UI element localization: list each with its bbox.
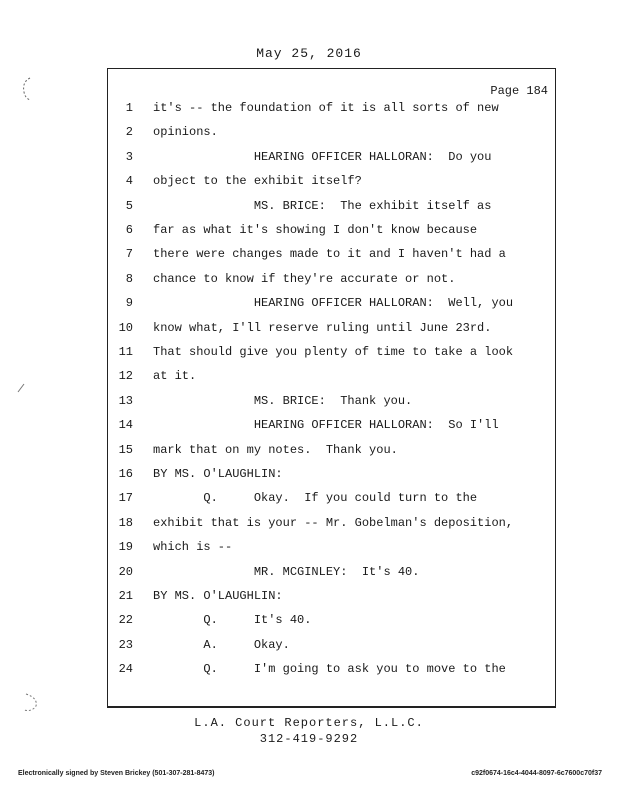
line-number: 5 bbox=[125, 198, 133, 213]
line-text: which is -- bbox=[153, 540, 233, 555]
line-text: MS. BRICE: The exhibit itself as bbox=[153, 198, 492, 213]
transcript-line bbox=[0, 272, 618, 296]
transcript-line bbox=[0, 516, 618, 540]
transcript-line bbox=[0, 174, 618, 198]
line-number: 8 bbox=[125, 271, 133, 286]
transcript-line bbox=[0, 199, 618, 223]
line-text: A. Okay. bbox=[153, 637, 290, 652]
line-number: 14 bbox=[118, 418, 133, 433]
footer-phone: 312-419-9292 bbox=[259, 732, 359, 746]
transcript-line bbox=[0, 467, 618, 491]
footer-company: L.A. Court Reporters, L.L.C. bbox=[194, 716, 424, 730]
line-number: 1 bbox=[125, 101, 133, 115]
transcript-line bbox=[0, 321, 618, 345]
line-number: 24 bbox=[118, 662, 133, 677]
transcript-line bbox=[0, 491, 618, 515]
line-text: far as what it's showing I don't know because bbox=[153, 223, 478, 237]
document-id: c92f0674-16c4-4044-8097-6c7600c70f37 bbox=[471, 770, 602, 777]
scan-mark-icon bbox=[16, 74, 38, 104]
line-text: Q. I'm going to ask you to move to the bbox=[153, 662, 506, 677]
line-text: object to the exhibit itself? bbox=[153, 174, 362, 189]
line-number: 20 bbox=[118, 564, 133, 579]
transcript-line bbox=[0, 443, 618, 467]
transcript-line bbox=[0, 223, 618, 247]
line-number: 23 bbox=[118, 637, 133, 652]
transcript-line bbox=[0, 369, 618, 393]
transcript-line bbox=[0, 662, 618, 686]
line-number: 16 bbox=[118, 467, 133, 481]
line-number: 2 bbox=[125, 125, 133, 140]
transcript-line bbox=[0, 296, 618, 320]
line-text: MS. BRICE: Thank you. bbox=[153, 393, 413, 408]
line-text: HEARING OFFICER HALLORAN: Well, you bbox=[153, 296, 514, 311]
scan-mark-icon bbox=[16, 380, 28, 394]
line-text: HEARING OFFICER HALLORAN: So I'll bbox=[153, 418, 499, 433]
line-number: 10 bbox=[118, 320, 133, 335]
line-text: chance to know if they're accurate or not. bbox=[153, 271, 456, 286]
line-text: Q. Okay. If you could turn to the bbox=[153, 491, 478, 506]
line-text: BY MS. O'LAUGHLIN: bbox=[153, 467, 283, 481]
line-text: MR. MCGINLEY: It's 40. bbox=[153, 564, 420, 579]
transcript-line bbox=[0, 613, 618, 637]
line-number: 7 bbox=[125, 247, 133, 262]
line-number: 6 bbox=[125, 223, 133, 237]
line-text: at it. bbox=[153, 369, 197, 384]
transcript-line bbox=[0, 101, 618, 125]
line-number: 4 bbox=[125, 174, 133, 189]
page-number: Page 184 bbox=[490, 84, 548, 98]
line-number: 21 bbox=[118, 589, 133, 603]
line-number: 11 bbox=[118, 345, 133, 359]
line-text: there were changes made to it and I haven't had a bbox=[153, 247, 506, 262]
line-text: it's -- the foundation of it is all sorts of new bbox=[153, 101, 499, 115]
line-number: 9 bbox=[125, 296, 133, 311]
line-text: opinions. bbox=[153, 125, 218, 140]
line-number: 18 bbox=[118, 515, 133, 530]
transcript-line bbox=[0, 345, 618, 369]
line-number: 13 bbox=[118, 393, 133, 408]
line-number: 22 bbox=[118, 613, 133, 628]
transcript-line bbox=[0, 589, 618, 613]
line-number: 19 bbox=[118, 540, 133, 555]
transcript-line bbox=[0, 150, 618, 174]
line-text: Q. It's 40. bbox=[153, 613, 312, 628]
line-text: know what, I'll reserve ruling until June 23rd. bbox=[153, 320, 492, 335]
transcript-line bbox=[0, 418, 618, 442]
electronic-signature: Electronically signed by Steven Brickey (501-307-281-8473) bbox=[18, 770, 215, 777]
line-number: 12 bbox=[118, 369, 133, 384]
transcript-line bbox=[0, 540, 618, 564]
header-date: May 25, 2016 bbox=[256, 46, 362, 61]
transcript-line bbox=[0, 247, 618, 271]
line-text: BY MS. O'LAUGHLIN: bbox=[153, 589, 283, 603]
line-text: That should give you plenty of time to take a look bbox=[153, 345, 514, 359]
scan-mark-icon bbox=[20, 690, 46, 716]
line-text: HEARING OFFICER HALLORAN: Do you bbox=[153, 149, 492, 164]
line-number: 15 bbox=[118, 442, 133, 457]
line-text: mark that on my notes. Thank you. bbox=[153, 442, 398, 457]
line-number: 3 bbox=[125, 149, 133, 164]
transcript-line bbox=[0, 394, 618, 418]
line-number: 17 bbox=[118, 491, 133, 506]
transcript-line bbox=[0, 565, 618, 589]
transcript-line bbox=[0, 125, 618, 149]
transcript-line bbox=[0, 638, 618, 662]
line-text: exhibit that is your -- Mr. Gobelman's deposition, bbox=[153, 515, 514, 530]
